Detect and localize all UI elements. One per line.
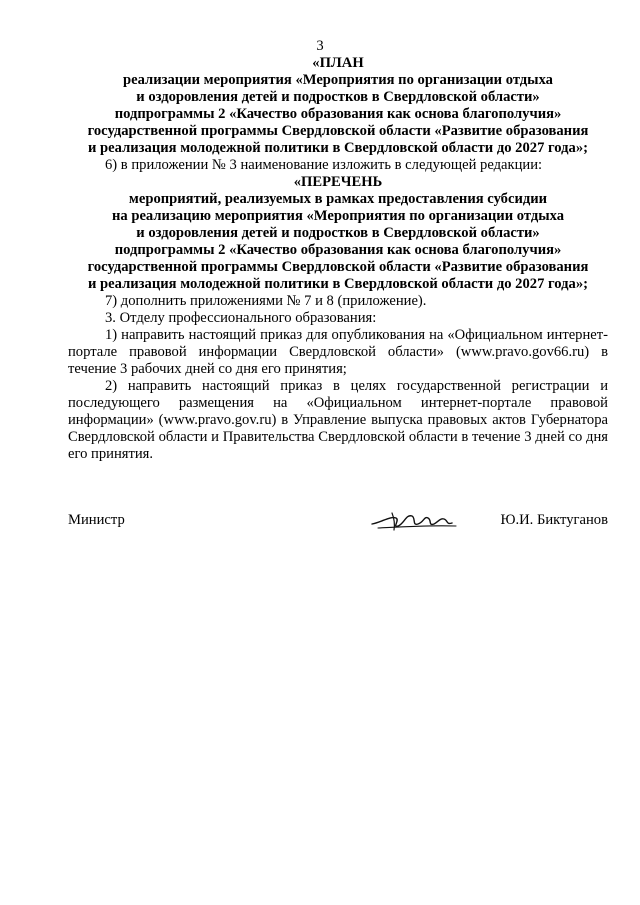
- perechen-line: и реализация молодежной политики в Свердловской области до 2027 года»;: [88, 276, 588, 292]
- subitem-2: 2) направить настоящий приказ в целях государственной регистрации и последующего размещения на «Официальном интернет-портале правовой информации» (www.pravo.gov.ru) в Управление выпуска правовых актов Губернатора Свердловской области и Правительства Свердловской области в течение 3 дней со дня его принятия.: [68, 378, 608, 462]
- perechen-line: подпрограммы 2 «Качество образования как основа благополучия»: [114, 242, 562, 258]
- plan-line: государственной программы Свердловской области «Развитие образования: [87, 123, 589, 139]
- perechen-line: государственной программы Свердловской области «Развитие образования: [87, 259, 589, 275]
- plan-line: и реализация молодежной политики в Свердловской области до 2027 года»;: [88, 140, 588, 156]
- plan-line: реализации мероприятия «Мероприятия по организации отдыха: [123, 72, 553, 88]
- page-number: 3: [316, 38, 324, 54]
- item-7: 7) дополнить приложениями № 7 и 8 (приложение).: [105, 293, 427, 309]
- plan-line: и оздоровления детей и подростков в Свердловской области»: [136, 89, 540, 105]
- perechen-line: на реализацию мероприятия «Мероприятия по организации отдыха: [111, 208, 565, 224]
- perechen-line: мероприятий, реализуемых в рамках предоставления субсидии: [128, 191, 548, 207]
- plan-title: «ПЛАН: [312, 55, 364, 71]
- plan-line: подпрограммы 2 «Качество образования как основа благополучия»: [114, 106, 562, 122]
- signatory-title: Министр: [68, 512, 125, 528]
- signature-block: [68, 512, 608, 542]
- signatory-name: Ю.И. Биктуганов: [500, 512, 608, 528]
- perechen-line: и оздоровления детей и подростков в Свердловской области»: [136, 225, 540, 241]
- perechen-title: «ПЕРЕЧЕНЬ: [293, 174, 383, 190]
- signature-image: [368, 506, 463, 536]
- item-6: 6) в приложении № 3 наименование изложить в следующей редакции:: [105, 157, 543, 173]
- plan-heading: [68, 55, 608, 463]
- item-3-heading: 3. Отделу профессионального образования:: [105, 310, 377, 326]
- subitem-1: 1) направить настоящий приказ для опубликования на «Официальном интернет-портале правовой информации Свердловской области» (www.pravo.gov66.ru) в течение 3 рабочих дней со дня его принятия;: [68, 327, 608, 377]
